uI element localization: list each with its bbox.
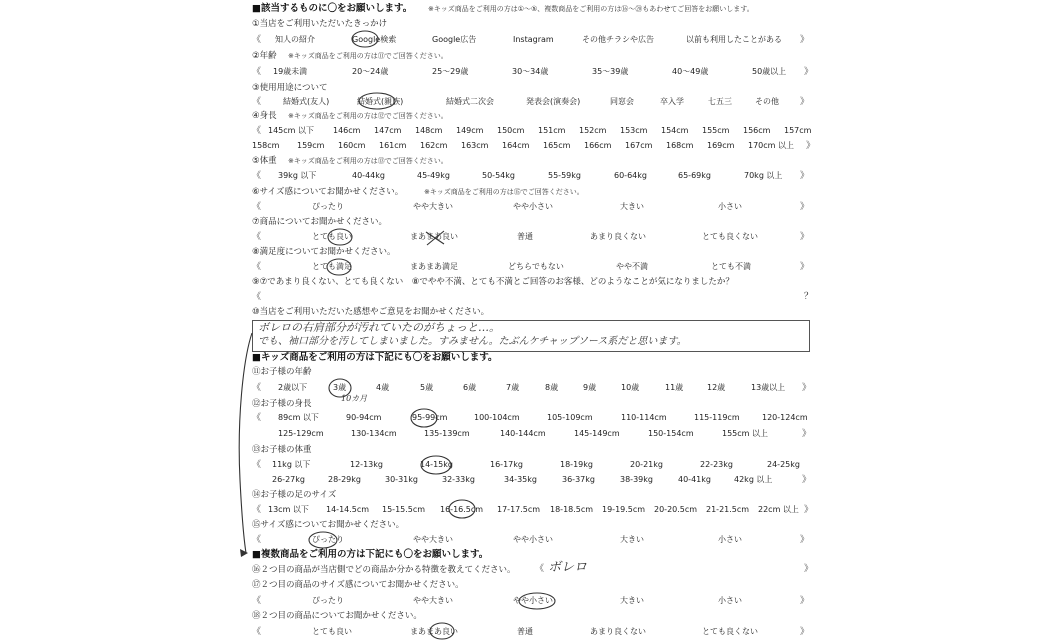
bracket-open: 《 [252, 292, 262, 302]
bracket-open: 《 [252, 232, 262, 242]
option[interactable]: 14-15kg [420, 460, 453, 469]
option[interactable]: 140-144cm [500, 429, 546, 438]
bracket-close: 》 [800, 97, 810, 107]
bracket-open: 《 [252, 171, 262, 181]
handwritten-comment-line2: でも、袖口部分を汚してしまいました。すみません。たぶんケチャップソース系だと思います。 [258, 336, 687, 347]
option[interactable]: やや大きい [413, 535, 453, 544]
option[interactable]: 小さい [718, 596, 742, 605]
option[interactable]: 18-19kg [560, 460, 593, 469]
section-title-kids: ■キッズ商品をご利用の方は下記にも〇をお願いします。 [252, 352, 498, 363]
option[interactable]: 普通 [517, 627, 533, 636]
option[interactable]: 50歳以上 [752, 67, 787, 76]
option[interactable]: とても良い [312, 627, 352, 636]
option[interactable]: 10歳 [621, 383, 640, 392]
option[interactable]: 13cm 以下 [268, 505, 309, 514]
option[interactable]: 以前も利用したことがある [686, 35, 782, 44]
bracket-open: 《 [252, 505, 262, 515]
option[interactable]: まあまあ満足 [410, 262, 458, 271]
option[interactable]: 152cm [579, 126, 607, 135]
option[interactable]: 169cm [707, 141, 735, 150]
option[interactable]: 166cm [584, 141, 612, 150]
option[interactable]: 100-104cm [474, 413, 520, 422]
circle-mark-fit-exact [309, 532, 337, 548]
question-17: ⑰２つ目の商品のサイズ感についてお聞かせください。 [252, 580, 464, 590]
option[interactable]: やや不満 [616, 262, 648, 271]
option[interactable]: 42kg 以上 [734, 475, 773, 484]
bracket-close: 》 [800, 232, 810, 242]
option[interactable]: 16-16.5cm [440, 505, 484, 514]
option[interactable]: 大きい [620, 202, 644, 211]
question-12: ⑫お子様の身長 [252, 399, 312, 409]
question-14: ⑭お子様の足のサイズ [252, 490, 337, 500]
option[interactable]: とても満足 [312, 262, 352, 271]
question-9: ⑨⑦であまり良くない、とても良くない ⑧でやや不満、とても不満とご回答のお客様、どのようなことが気になりましたか？ [252, 277, 734, 287]
option[interactable]: 36-37kg [562, 475, 595, 484]
option[interactable]: 168cm [666, 141, 694, 150]
bracket-close: 》 [800, 262, 810, 272]
option[interactable]: 7歳 [506, 383, 520, 392]
option[interactable]: 6歳 [463, 383, 477, 392]
option[interactable]: 150cm [497, 126, 525, 135]
option[interactable]: 110-114cm [621, 413, 667, 422]
option[interactable]: 40-44kg [352, 171, 385, 180]
option[interactable]: 結婚式(友人) [283, 97, 330, 106]
option[interactable]: ぴったり [312, 535, 344, 544]
option[interactable]: 154cm [661, 126, 689, 135]
option[interactable]: 145-149cm [574, 429, 620, 438]
option[interactable]: 157cm [784, 126, 812, 135]
option[interactable]: 5歳 [420, 383, 434, 392]
question-1: ①当店をご利用いただいたきっかけ [252, 19, 388, 29]
bracket-open: 《 [535, 564, 545, 574]
question-4-note: ※キッズ商品をご利用の方は⑫でご回答ください。 [288, 112, 448, 120]
option[interactable]: とても良くない [702, 232, 758, 241]
option[interactable]: 大きい [620, 596, 644, 605]
option[interactable]: 167cm [625, 141, 653, 150]
question-8: ⑧満足度についてお聞かせください。 [252, 247, 396, 257]
option[interactable]: 結婚式二次会 [446, 97, 494, 106]
option[interactable]: 2歳以下 [278, 383, 308, 392]
option[interactable]: Google広告 [432, 35, 477, 44]
option[interactable]: 13歳以上 [751, 383, 786, 392]
option[interactable]: 25〜29歳 [432, 67, 469, 76]
option[interactable]: 155cm 以上 [722, 429, 769, 438]
option[interactable]: 50-54kg [482, 171, 515, 180]
option[interactable]: 19歳未満 [273, 67, 308, 76]
question-4: ④身長 [252, 111, 277, 121]
option[interactable]: 40-41kg [678, 475, 711, 484]
question-13: ⑬お子様の体重 [252, 445, 312, 455]
option[interactable]: 105-109cm [547, 413, 593, 422]
option[interactable]: 20〜24歳 [352, 67, 389, 76]
bracket-close: 》 [806, 141, 816, 151]
question-18: ⑱２つ目の商品についてお聞かせください。 [252, 611, 422, 621]
option[interactable]: 165cm [543, 141, 571, 150]
option[interactable]: やや大きい [413, 202, 453, 211]
option[interactable]: 22cm 以上 [758, 505, 799, 514]
option[interactable]: 8歳 [545, 383, 559, 392]
option[interactable]: あまり良くない [590, 627, 646, 636]
option[interactable]: 70kg 以上 [744, 171, 783, 180]
circle-mark-fairly-good [430, 623, 454, 639]
option[interactable]: 9歳 [583, 383, 597, 392]
option[interactable]: やや大きい [413, 596, 453, 605]
option[interactable]: 163cm [461, 141, 489, 150]
option[interactable]: 30-31kg [385, 475, 418, 484]
option[interactable]: 38-39kg [620, 475, 653, 484]
question-10: ⑩当店をご利用いただいた感想やご意見をお聞かせください。 [252, 307, 490, 317]
circle-mark-foot-16 [449, 500, 475, 518]
bracket-close: 》 [804, 564, 814, 574]
option[interactable]: まあまあ良い [410, 627, 458, 636]
option[interactable]: 24-25kg [767, 460, 800, 469]
option[interactable]: 同窓会 [610, 97, 634, 106]
x-mark-rating [426, 231, 444, 245]
bracket-close: 》 [804, 67, 814, 77]
option[interactable]: 130-134cm [351, 429, 397, 438]
option[interactable]: 149cm [456, 126, 484, 135]
bracket-open: 《 [252, 627, 262, 637]
option[interactable]: とても良くない [702, 627, 758, 636]
option[interactable]: 60-64kg [614, 171, 647, 180]
option[interactable]: 3歳 [333, 383, 347, 392]
option[interactable]: 148cm [415, 126, 443, 135]
circle-mark-wedding-family [359, 93, 395, 109]
question-11: ⑪お子様の年齢 [252, 367, 312, 377]
option[interactable]: 145cm 以下 [268, 126, 315, 135]
option[interactable]: 18-18.5cm [550, 505, 594, 514]
option[interactable]: 125-129cm [278, 429, 324, 438]
bracket-close: 》 [800, 171, 810, 181]
question-3: ③使用用途について [252, 83, 328, 93]
bracket-close-q9: ？ [804, 292, 814, 302]
option[interactable]: 11kg 以下 [272, 460, 311, 469]
option[interactable]: 89cm 以下 [278, 413, 319, 422]
option[interactable]: 12-13kg [350, 460, 383, 469]
option[interactable]: あまり良くない [590, 232, 646, 241]
bracket-open: 《 [252, 535, 262, 545]
bracket-close: 》 [800, 596, 810, 606]
question-2: ②年齢 [252, 51, 277, 61]
bracket-open: 《 [252, 460, 262, 470]
bracket-close: 》 [802, 429, 812, 439]
option[interactable]: 30〜34歳 [512, 67, 549, 76]
question-6-note: ※キッズ商品をご利用の方は⑮でご回答ください。 [424, 188, 584, 196]
option[interactable]: 170cm 以上 [748, 141, 795, 150]
question-16: ⑯２つ目の商品が当店側でどの商品か分かる特徴を教えてください。 [252, 565, 516, 575]
option[interactable]: 七五三 [708, 97, 732, 106]
option[interactable]: 普通 [517, 232, 533, 241]
bracket-close: 》 [804, 505, 814, 515]
option[interactable]: 14-14.5cm [326, 505, 370, 514]
option[interactable]: 17-17.5cm [497, 505, 541, 514]
bracket-open: 《 [252, 126, 262, 136]
option[interactable]: 小さい [718, 535, 742, 544]
option[interactable]: ぴったり [312, 202, 344, 211]
option[interactable]: 32-33kg [442, 475, 475, 484]
option[interactable]: 135-139cm [424, 429, 470, 438]
option[interactable]: 39kg 以下 [278, 171, 317, 180]
option[interactable]: 小さい [718, 202, 742, 211]
bracket-open: 《 [252, 596, 262, 606]
bracket-close: 》 [802, 383, 812, 393]
question-5: ⑤体重 [252, 156, 277, 166]
option[interactable]: 90-94cm [346, 413, 382, 422]
bracket-open: 《 [252, 97, 262, 107]
option[interactable]: 35〜39歳 [592, 67, 629, 76]
bracket-close: 》 [802, 475, 812, 485]
option[interactable]: 45-49kg [417, 171, 450, 180]
circle-mark-google-search [352, 31, 378, 47]
option[interactable]: どちらでもない [508, 262, 564, 271]
option[interactable]: その他 [755, 97, 779, 106]
option[interactable]: Instagram [513, 35, 554, 44]
option[interactable]: 15-15.5cm [382, 505, 426, 514]
option[interactable]: 162cm [420, 141, 448, 150]
section-title-multi: ■複数商品をご利用の方は下記にも〇をお願いします。 [252, 549, 489, 560]
option[interactable]: 卒入学 [660, 97, 684, 106]
option[interactable]: 大きい [620, 535, 644, 544]
option[interactable]: まあまあ良い [410, 232, 458, 241]
section-title-main: ■該当するものに〇をお願いします。 [252, 3, 413, 14]
option[interactable]: 115-119cm [694, 413, 740, 422]
option[interactable]: 11歳 [665, 383, 684, 392]
option[interactable]: 146cm [333, 126, 361, 135]
option[interactable]: 結婚式(親族) [357, 97, 404, 106]
option[interactable]: 12歳 [707, 383, 726, 392]
option[interactable]: とても良い [312, 232, 352, 241]
bracket-close: 》 [800, 535, 810, 545]
option[interactable]: 160cm [338, 141, 366, 150]
option[interactable]: 65-69kg [678, 171, 711, 180]
option[interactable]: 知人の紹介 [275, 35, 315, 44]
arrow-line [239, 333, 252, 553]
arrow-head [240, 549, 248, 557]
option[interactable]: やや小さい [513, 202, 553, 211]
bracket-open: 《 [252, 35, 262, 45]
question-7: ⑦商品についてお聞かせください。 [252, 217, 387, 227]
section-note-main: ※キッズ商品をご利用の方は①〜⑤、複数商品をご利用の方は⑯〜⑳もあわせてご回答をお願いします。 [428, 5, 754, 13]
circle-mark-age-3 [329, 379, 351, 397]
option[interactable]: ぴったり [312, 596, 344, 605]
option[interactable]: 155cm [702, 126, 730, 135]
option[interactable]: 34-35kg [504, 475, 537, 484]
bracket-open: 《 [252, 383, 262, 393]
option[interactable]: 発表会(演奏会) [526, 97, 581, 106]
handwritten-comment-line1: ボレロの右肩部分が汚れていたのがちょっと…。 [258, 321, 500, 334]
bracket-close: 》 [800, 627, 810, 637]
option[interactable]: 164cm [502, 141, 530, 150]
option[interactable]: Google検索 [352, 35, 397, 44]
option[interactable]: 120-124cm [762, 413, 808, 422]
bracket-open: 《 [252, 413, 262, 423]
option[interactable]: 153cm [620, 126, 648, 135]
option[interactable]: 28-29kg [328, 475, 361, 484]
handwritten-age-note: 10カ月 [341, 394, 368, 403]
circle-mark-good-rating [328, 229, 352, 245]
option[interactable]: 150-154cm [648, 429, 694, 438]
question-15: ⑮サイズ感についてお聞かせください。 [252, 520, 405, 530]
option[interactable]: 19-19.5cm [602, 505, 646, 514]
option[interactable]: 156cm [743, 126, 771, 135]
option[interactable]: 20-21kg [630, 460, 663, 469]
circle-mark-satisfied [327, 259, 351, 275]
option[interactable]: 21-21.5cm [706, 505, 750, 514]
bracket-close: 》 [800, 202, 810, 212]
bracket-open: 《 [252, 202, 262, 212]
option[interactable]: 22-23kg [700, 460, 733, 469]
option[interactable]: 16-17kg [490, 460, 523, 469]
option[interactable]: 4歳 [376, 383, 390, 392]
option[interactable]: 55-59kg [548, 171, 581, 180]
circle-mark-height-95-99 [411, 409, 437, 427]
bracket-close: 》 [800, 35, 810, 45]
option[interactable]: とても不満 [711, 262, 751, 271]
circle-mark-slightly-small [519, 593, 555, 609]
option[interactable]: やや小さい [513, 535, 553, 544]
option[interactable]: やや小さい [513, 596, 553, 605]
option[interactable]: 26-27kg [272, 475, 305, 484]
option[interactable]: 151cm [538, 126, 566, 135]
option[interactable]: 161cm [379, 141, 407, 150]
option[interactable]: その他チラシや広告 [582, 35, 654, 44]
option[interactable]: 147cm [374, 126, 402, 135]
option[interactable]: 40〜49歳 [672, 67, 709, 76]
option[interactable]: 95-99cm [412, 413, 448, 422]
bracket-open: 《 [252, 262, 262, 272]
option[interactable]: 20-20.5cm [654, 505, 698, 514]
handwritten-q16-answer: ボレロ [548, 560, 588, 575]
circle-mark-weight-14-15 [421, 456, 451, 474]
option[interactable]: 159cm [297, 141, 325, 150]
bracket-open: 《 [252, 67, 262, 77]
question-6: ⑥サイズ感についてお聞かせください。 [252, 187, 404, 197]
question-5-note: ※キッズ商品をご利用の方は⑬でご回答ください。 [288, 157, 448, 165]
question-2-note: ※キッズ商品をご利用の方は⑪でご回答ください。 [288, 52, 448, 60]
option[interactable]: 158cm [252, 141, 280, 150]
